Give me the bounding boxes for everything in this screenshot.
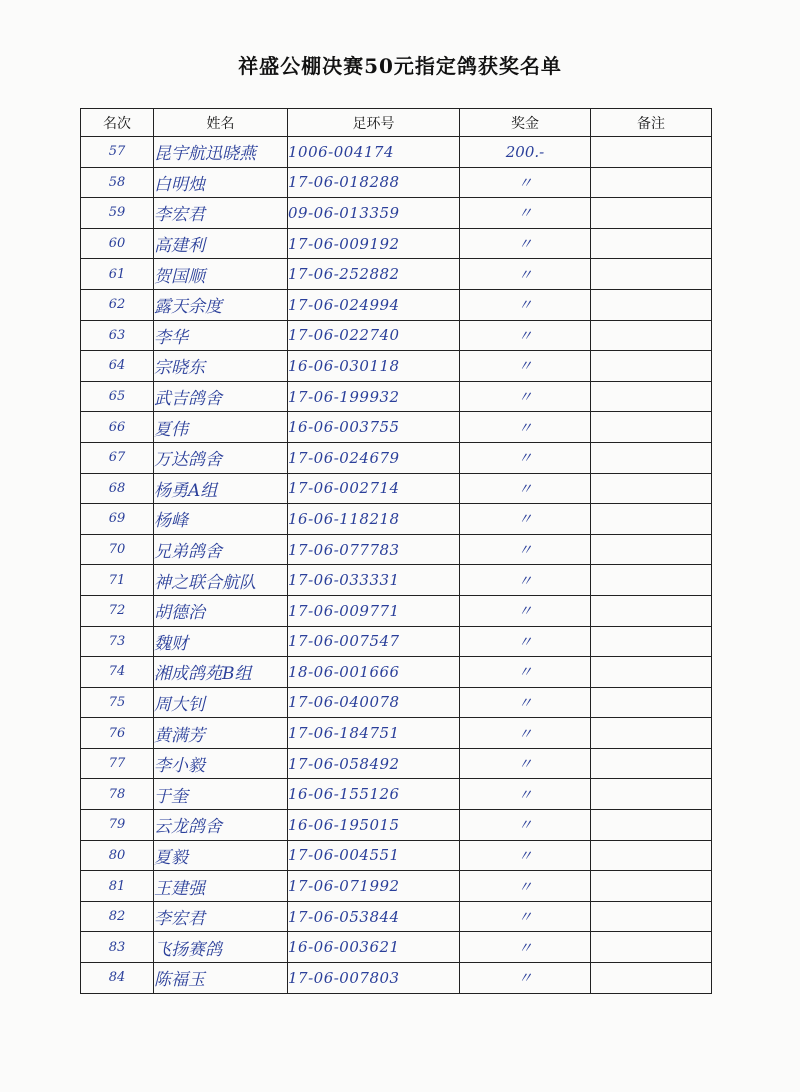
rank-cell: 60: [81, 228, 154, 259]
ring-number-cell: 17-06-004551: [288, 840, 460, 871]
ring-number-cell: 17-06-053844: [288, 901, 460, 932]
table-row: [81, 748, 712, 779]
rank-cell: 73: [81, 626, 154, 657]
ring-number-cell: 17-06-002714: [288, 473, 460, 504]
header-rank: 名次: [81, 109, 154, 137]
name-cell: 白明烛: [154, 167, 288, 198]
rank-cell: 71: [81, 565, 154, 596]
name-cell: 高建利: [154, 228, 288, 259]
prize-cell: 〃: [460, 718, 591, 749]
name-cell: 武吉鸽舍: [154, 381, 288, 412]
note-cell: [591, 779, 712, 810]
rank-cell: 58: [81, 167, 154, 198]
table-row: [81, 167, 712, 198]
prize-cell: 〃: [460, 595, 591, 626]
ring-number-cell: 1006-004174: [288, 137, 460, 168]
header-name: 姓名: [154, 109, 288, 137]
table-row: [81, 779, 712, 810]
table-row: [81, 504, 712, 535]
ring-number-cell: 17-06-033331: [288, 565, 460, 596]
name-cell: 李宏君: [154, 901, 288, 932]
prize-cell: 〃: [460, 901, 591, 932]
name-cell: 李宏君: [154, 198, 288, 229]
name-cell: 王建强: [154, 871, 288, 902]
rank-cell: 63: [81, 320, 154, 351]
table-header-row: [81, 109, 712, 137]
table-row: [81, 381, 712, 412]
ring-number-cell: 16-06-003755: [288, 412, 460, 443]
note-cell: [591, 840, 712, 871]
rank-cell: 59: [81, 198, 154, 229]
name-cell: 夏伟: [154, 412, 288, 443]
ring-number-cell: 09-06-013359: [288, 198, 460, 229]
name-cell: 云龙鸽舍: [154, 810, 288, 841]
ring-number-cell: 16-06-155126: [288, 779, 460, 810]
name-cell: 神之联合航队: [154, 565, 288, 596]
name-cell: 魏财: [154, 626, 288, 657]
table-row: [81, 565, 712, 596]
ring-number-cell: 17-06-018288: [288, 167, 460, 198]
note-cell: [591, 963, 712, 994]
rank-cell: 84: [81, 963, 154, 994]
prize-cell: 〃: [460, 351, 591, 382]
note-cell: [591, 748, 712, 779]
prize-cell: 〃: [460, 810, 591, 841]
rank-cell: 57: [81, 137, 154, 168]
ring-number-cell: 17-06-040078: [288, 687, 460, 718]
name-cell: 黄满芳: [154, 718, 288, 749]
prize-cell: 〃: [460, 932, 591, 963]
rank-cell: 77: [81, 748, 154, 779]
rank-cell: 79: [81, 810, 154, 841]
rank-cell: 74: [81, 657, 154, 688]
table-row: [81, 840, 712, 871]
prize-cell: 〃: [460, 442, 591, 473]
note-cell: [591, 534, 712, 565]
table-row: [81, 442, 712, 473]
prize-cell: 〃: [460, 320, 591, 351]
name-cell: 李华: [154, 320, 288, 351]
ring-number-cell: 18-06-001666: [288, 657, 460, 688]
prize-cell: 〃: [460, 167, 591, 198]
table-row: [81, 259, 712, 290]
note-cell: [591, 442, 712, 473]
note-cell: [591, 657, 712, 688]
ring-number-cell: 17-06-024994: [288, 289, 460, 320]
note-cell: [591, 167, 712, 198]
rank-cell: 70: [81, 534, 154, 565]
name-cell: 陈福玉: [154, 963, 288, 994]
note-cell: [591, 718, 712, 749]
ring-number-cell: 17-06-024679: [288, 442, 460, 473]
note-cell: [591, 228, 712, 259]
ring-number-cell: 17-06-009771: [288, 595, 460, 626]
note-cell: [591, 289, 712, 320]
name-cell: 夏毅: [154, 840, 288, 871]
table-row: [81, 198, 712, 229]
rank-cell: 75: [81, 687, 154, 718]
ring-number-cell: 16-06-030118: [288, 351, 460, 382]
note-cell: [591, 871, 712, 902]
note-cell: [591, 473, 712, 504]
table-row: [81, 473, 712, 504]
rank-cell: 64: [81, 351, 154, 382]
note-cell: [591, 565, 712, 596]
table-row: [81, 228, 712, 259]
name-cell: 万达鸽舍: [154, 442, 288, 473]
prize-cell: 〃: [460, 534, 591, 565]
prize-cell: 〃: [460, 626, 591, 657]
rank-cell: 76: [81, 718, 154, 749]
table-row: [81, 626, 712, 657]
rank-cell: 65: [81, 381, 154, 412]
prize-cell: 〃: [460, 657, 591, 688]
table-row: [81, 963, 712, 994]
prize-cell: 〃: [460, 504, 591, 535]
prize-cell: 〃: [460, 198, 591, 229]
rank-cell: 67: [81, 442, 154, 473]
name-cell: 昆宇航迅晓燕: [154, 137, 288, 168]
name-cell: 胡德治: [154, 595, 288, 626]
ring-number-cell: 17-06-184751: [288, 718, 460, 749]
note-cell: [591, 351, 712, 382]
page-title: 祥盛公棚决赛50元指定鸽获奖名单: [238, 54, 562, 78]
ring-number-cell: 17-06-007547: [288, 626, 460, 657]
prize-cell: 〃: [460, 412, 591, 443]
table-row: [81, 534, 712, 565]
ring-number-cell: 17-06-199932: [288, 381, 460, 412]
ring-number-cell: 17-06-007803: [288, 963, 460, 994]
name-cell: 露天余度: [154, 289, 288, 320]
name-cell: 杨峰: [154, 504, 288, 535]
table-row: [81, 289, 712, 320]
note-cell: [591, 259, 712, 290]
table-row: [81, 718, 712, 749]
table-row: [81, 932, 712, 963]
table-body: [81, 137, 712, 994]
ring-number-cell: 17-06-022740: [288, 320, 460, 351]
prize-cell: 〃: [460, 289, 591, 320]
prize-cell: 〃: [460, 779, 591, 810]
name-cell: 周大钊: [154, 687, 288, 718]
note-cell: [591, 810, 712, 841]
rank-cell: 69: [81, 504, 154, 535]
rank-cell: 66: [81, 412, 154, 443]
table-row: [81, 137, 712, 168]
table-row: [81, 595, 712, 626]
ring-number-cell: 17-06-252882: [288, 259, 460, 290]
name-cell: 湘成鸽苑B组: [154, 657, 288, 688]
note-cell: [591, 595, 712, 626]
name-cell: 宗晓东: [154, 351, 288, 382]
note-cell: [591, 504, 712, 535]
rank-cell: 82: [81, 901, 154, 932]
name-cell: 贺国顺: [154, 259, 288, 290]
table-row: [81, 351, 712, 382]
name-cell: 于奎: [154, 779, 288, 810]
note-cell: [591, 932, 712, 963]
name-cell: 兄弟鸽舍: [154, 534, 288, 565]
prize-cell: 〃: [460, 748, 591, 779]
prize-cell: 〃: [460, 381, 591, 412]
note-cell: [591, 901, 712, 932]
ring-number-cell: 16-06-118218: [288, 504, 460, 535]
table-row: [81, 901, 712, 932]
table-row: [81, 687, 712, 718]
note-cell: [591, 137, 712, 168]
note-cell: [591, 320, 712, 351]
header-ring: 足环号: [288, 109, 460, 137]
ring-number-cell: 17-06-009192: [288, 228, 460, 259]
prize-cell: 〃: [460, 259, 591, 290]
note-cell: [591, 198, 712, 229]
prize-cell: 〃: [460, 228, 591, 259]
prize-cell: 〃: [460, 687, 591, 718]
table-row: [81, 810, 712, 841]
rank-cell: 83: [81, 932, 154, 963]
prize-cell: 〃: [460, 840, 591, 871]
rank-cell: 72: [81, 595, 154, 626]
name-cell: 飞扬赛鸽: [154, 932, 288, 963]
prize-cell: 200.-: [460, 137, 591, 168]
table-row: [81, 412, 712, 443]
prize-cell: 〃: [460, 473, 591, 504]
rank-cell: 61: [81, 259, 154, 290]
name-cell: 李小毅: [154, 748, 288, 779]
ring-number-cell: 16-06-003621: [288, 932, 460, 963]
rank-cell: 62: [81, 289, 154, 320]
rank-cell: 80: [81, 840, 154, 871]
prize-cell: 〃: [460, 871, 591, 902]
table-row: [81, 657, 712, 688]
table-row: [81, 320, 712, 351]
ring-number-cell: 17-06-071992: [288, 871, 460, 902]
table-row: [81, 871, 712, 902]
prize-cell: 〃: [460, 565, 591, 596]
ring-number-cell: 16-06-195015: [288, 810, 460, 841]
note-cell: [591, 381, 712, 412]
note-cell: [591, 412, 712, 443]
ring-number-cell: 17-06-077783: [288, 534, 460, 565]
header-prize: 奖金: [460, 109, 591, 137]
ring-number-cell: 17-06-058492: [288, 748, 460, 779]
header-note: 备注: [591, 109, 712, 137]
rank-cell: 78: [81, 779, 154, 810]
winners-table: [80, 108, 712, 994]
rank-cell: 68: [81, 473, 154, 504]
rank-cell: 81: [81, 871, 154, 902]
prize-cell: 〃: [460, 963, 591, 994]
name-cell: 杨勇A组: [154, 473, 288, 504]
note-cell: [591, 687, 712, 718]
note-cell: [591, 626, 712, 657]
